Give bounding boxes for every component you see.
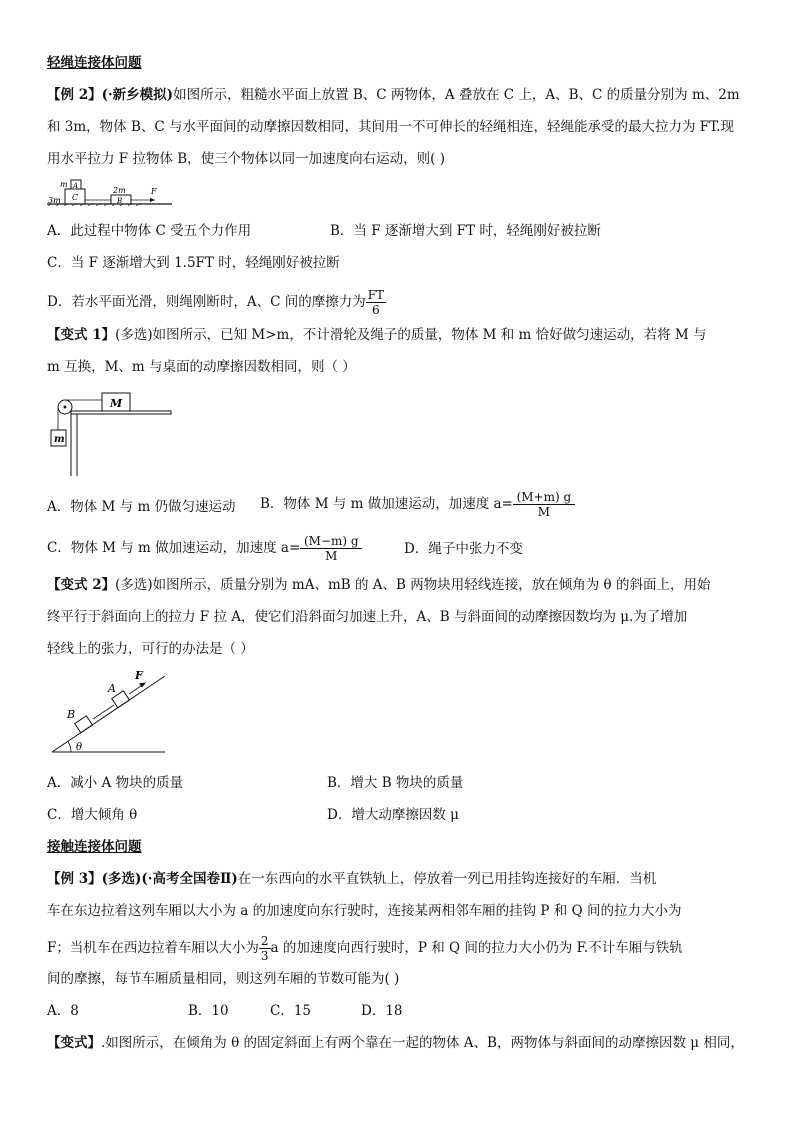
example-2-option-c: C．当 F 逐渐增大到 1.5FT 时，轻绳刚好被拉断 <box>47 255 340 271</box>
example-3-option-d: D．18 <box>361 1003 403 1019</box>
example-2-line-2: 和 3m，物体 B、C 与水平面间的动摩擦因数相同，其间用一不可伸长的轻绳相连，轻绳能承受的最大拉力为 FT.现 <box>47 119 734 135</box>
variant-1-option-c-fraction <box>300 534 362 563</box>
example-3-line-2: 车在东边拉着这列车厢以大小为 a 的加速度向东行驶时，连接某两相邻车厢的挂钩 P 和 Q 间的拉力大小为 <box>47 903 682 919</box>
example-2-option-b: B．当 F 逐渐增大到 FT 时，轻绳刚好被拉断 <box>330 223 601 239</box>
example-3-line-3 <box>47 934 683 963</box>
fraction-denominator: 3 <box>260 949 269 963</box>
fig-label-small-m: m <box>54 434 65 445</box>
variant-1-line-1 <box>47 326 707 344</box>
example-3-option-b: B．10 <box>188 1003 229 1019</box>
variant-1-option-d: D．绳子中张力不变 <box>404 541 523 557</box>
variant-1-text-1: (多选)如图所示，已知 M>m，不计滑轮及绳子的质量，物体 M 和 m 恰好做匀速运动，若将 M 与 <box>115 327 707 343</box>
variant-1-option-b-text: B．物体 M 与 m 做加速运动，加速度 a= <box>260 496 513 512</box>
variant-1-option-c <box>47 534 362 563</box>
fraction-numerator: (M−m) g <box>300 534 362 549</box>
example-2-line-1 <box>47 86 740 104</box>
example-3-line-4: 间的摩擦，每节车厢质量相同，则这列车厢的节数可能为( ) <box>47 971 400 987</box>
example-3-text-3a: F；当机车在西边拉着车厢以大小为 <box>47 940 259 956</box>
variant-1-line-2: m 互换，M、m 与桌面的动摩擦因数相同，则（ ） <box>47 359 356 375</box>
section-title-contact: 接触连接体问题 <box>47 839 142 855</box>
variant-3-tag: 【变式】 <box>47 1035 101 1051</box>
example-3-text-3b: a 的加速度向西行驶时，P 和 Q 间的拉力大小仍为 F.不计车厢与铁轨 <box>270 940 683 956</box>
example-3-option-a: A．8 <box>47 1003 79 1019</box>
variant-2-option-d: D．增大动摩擦因数 μ <box>327 807 459 823</box>
example-2-tag: 【例 2】 <box>47 87 102 103</box>
example-2-option-a: A．此过程中物体 C 受五个力作用 <box>47 223 252 239</box>
fig-label-block-b: B <box>67 708 76 721</box>
fig-label-2m: 2m <box>113 186 126 195</box>
variant-1-option-b-fraction <box>513 490 575 519</box>
variant-1-option-b <box>260 490 575 519</box>
fraction-denominator: M <box>537 505 551 519</box>
example-3-source: (多选)(·高考全国卷Ⅱ) <box>101 871 238 887</box>
fig-label-big-m: M <box>110 397 123 410</box>
fraction-numerator: FT <box>367 288 385 302</box>
variant-2-option-c: C．增大倾角 θ <box>47 807 138 823</box>
example-2-option-d <box>47 288 386 317</box>
example-2-text-1: 如图所示，粗糙水平面上放置 B、C 两物体，A 叠放在 C 上，A、B、C 的质量分别为 m、2m <box>173 87 740 103</box>
variant-2-option-b: B．增大 B 物块的质量 <box>327 775 464 791</box>
variant-1-tag: 【变式 1】 <box>47 327 116 343</box>
variant-2-option-a: A．减小 A 物块的质量 <box>47 775 184 791</box>
variant-3-line-1 <box>47 1034 744 1052</box>
fig-label-theta: θ <box>76 742 83 753</box>
fig-label-force-f: F <box>135 669 143 682</box>
fig-label-block-a: A <box>108 682 116 695</box>
variant-1-option-a: A．物体 M 与 m 仍做匀速运动 <box>47 499 236 515</box>
incline-figure <box>47 666 172 758</box>
variant-2-text-1: (多选)如图所示，质量分别为 mA、mB 的 A、B 两物块用轻线连接，放在倾角为 θ 的斜面上，用始 <box>115 577 711 593</box>
variant-2-tag: 【变式 2】 <box>47 577 116 593</box>
variant-1-option-c-text: C．物体 M 与 m 做加速运动，加速度 a= <box>47 540 301 556</box>
fig-label-c: C <box>72 193 79 202</box>
section-title-rope: 轻绳连接体问题 <box>47 55 142 71</box>
fig-label-m: m <box>60 180 68 189</box>
fig-label-b: B <box>117 197 123 205</box>
pulley-table-figure <box>47 388 177 478</box>
example-2-source: (·新乡模拟) <box>101 87 174 103</box>
variant-2-line-1 <box>47 576 710 594</box>
blocks-on-floor-figure <box>47 176 172 206</box>
example-2-option-d-fraction <box>366 288 386 317</box>
variant-2-line-2: 终平行于斜面向上的拉力 F 拉 A，使它们沿斜面匀加速上升，A、B 与斜面间的动摩擦因数均为 μ.为了增加 <box>47 609 688 625</box>
variant-2-line-3: 轻线上的张力，可行的办法是（ ） <box>47 641 254 657</box>
example-3-text-1: 在一东西向的水平直铁轨上，停放着一列已用挂钩连接好的车厢．当机 <box>237 871 657 887</box>
variant-3-text-1: .如图所示，在倾角为 θ 的固定斜面上有两个靠在一起的物体 A、B，两物体与斜面间的动摩擦因数 μ 相同， <box>101 1035 744 1051</box>
fig-label-a: A <box>73 182 79 190</box>
fraction-numerator: 2 <box>260 934 269 948</box>
fraction-denominator: 6 <box>372 303 380 317</box>
example-2-line-3: 用水平拉力 F 拉物体 B，使三个物体以同一加速度向右运动，则( ) <box>47 151 445 167</box>
example-3-tag: 【例 3】 <box>47 871 102 887</box>
fig-label-3m: 3m <box>48 196 61 205</box>
example-3-option-c: C．15 <box>270 1003 312 1019</box>
fig-label-f: F <box>151 187 157 196</box>
example-2-option-d-text: D．若水平面光滑，则绳刚断时，A、C 间的摩擦力为 <box>47 294 366 310</box>
example-3-fraction <box>259 934 271 963</box>
fraction-numerator: (M+m) g <box>513 490 575 505</box>
example-3-line-1 <box>47 870 656 888</box>
fraction-denominator: M <box>325 549 338 563</box>
